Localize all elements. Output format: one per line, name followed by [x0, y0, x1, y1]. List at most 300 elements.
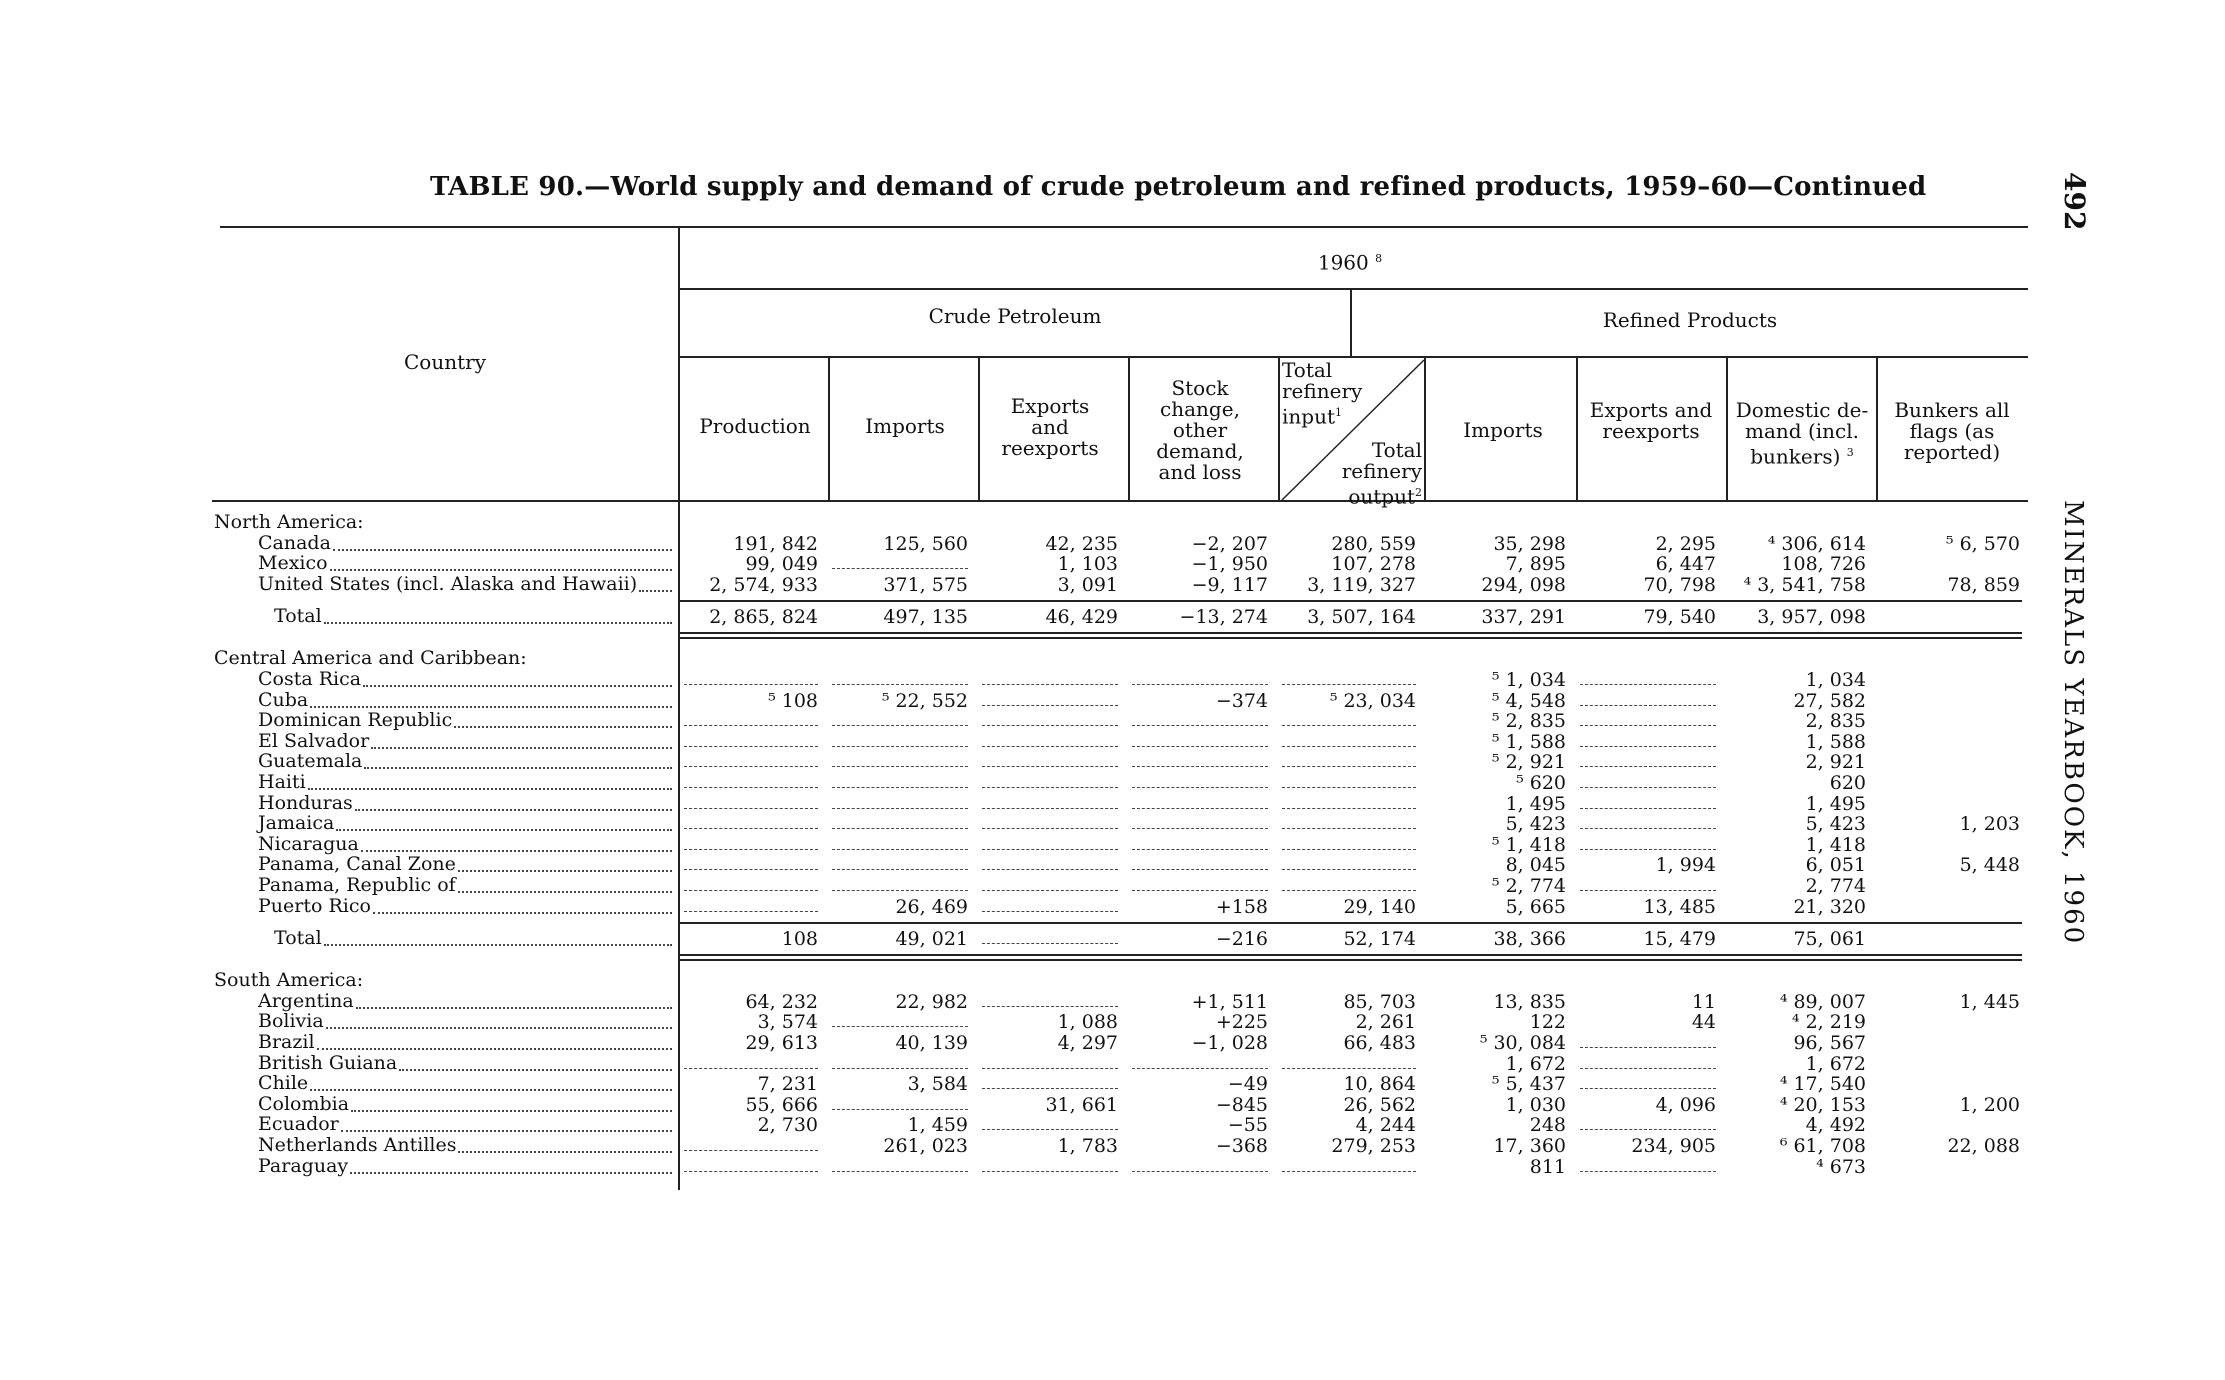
table-cell: +158 [1215, 895, 1268, 918]
empty-cell-dash [832, 1109, 968, 1110]
table-cell: ⁵ 22, 552 [881, 689, 968, 712]
header-crude-petroleum: Crude Petroleum [928, 304, 1102, 328]
table-cell: 26, 469 [895, 895, 968, 918]
table-cell: 2, 774 [1805, 875, 1866, 897]
total-label: Total [274, 927, 322, 950]
table-cell: −13, 274 [1179, 606, 1268, 629]
empty-cell-dash [1580, 725, 1716, 726]
empty-cell-dash [1132, 808, 1268, 809]
empty-cell-dash [832, 849, 968, 850]
country-name: Paraguay [258, 1154, 349, 1177]
empty-cell-dash [1282, 849, 1416, 850]
table-cell: ⁵ 1, 588 [1491, 730, 1566, 753]
empty-cell-dash [684, 1171, 818, 1172]
empty-cell-dash [1282, 1068, 1416, 1069]
empty-cell-dash [684, 766, 818, 767]
col-divider [1726, 356, 1728, 502]
table-cell: ⁵ 5, 437 [1491, 1073, 1566, 1096]
table-cell: 22, 088 [1947, 1135, 2020, 1157]
leader-dots [399, 1069, 672, 1071]
table-cell: 1, 103 [1057, 553, 1118, 576]
table-cell: 1, 672 [1805, 1052, 1866, 1075]
header-domestic-demand-note: 3 [1846, 446, 1854, 459]
country-name: Panama, Republic of [258, 874, 456, 896]
table-cell: ⁴ 89, 007 [1779, 990, 1866, 1013]
header-year [1300, 248, 1400, 274]
table-cell: 70, 798 [1643, 573, 1716, 596]
empty-cell-dash [982, 1006, 1118, 1007]
empty-cell-dash [982, 869, 1118, 870]
leader-dots [458, 870, 672, 872]
table-cell: 1, 672 [1505, 1052, 1566, 1075]
table-cell: 3, 119, 327 [1307, 573, 1416, 596]
table-cell: 1, 588 [1805, 730, 1866, 753]
year-rule [680, 288, 2028, 290]
country-name: Guatemala [258, 750, 363, 773]
empty-cell-dash [832, 568, 968, 569]
header-refinery-input-note: 1 [1335, 406, 1342, 419]
empty-cell-dash [1282, 1171, 1416, 1172]
col-divider [1128, 356, 1130, 502]
empty-cell-dash [1580, 828, 1716, 829]
header-refinery-output-note: 2 [1415, 486, 1422, 499]
empty-cell-dash [684, 1068, 818, 1069]
empty-cell-dash [1132, 684, 1268, 685]
header-year-text: 1960 [1317, 250, 1369, 275]
leader-dots [351, 1110, 672, 1112]
table-cell: 108 [781, 928, 818, 951]
empty-cell-dash [1132, 1068, 1268, 1069]
table-title: TABLE 90.—World supply and demand of crude petroleum and refined products, 1959–60—Continued [430, 172, 1927, 202]
table-cell: 17, 360 [1493, 1135, 1566, 1157]
empty-cell-dash [1580, 890, 1716, 891]
header-refined-products: Refined Products [1602, 308, 1778, 332]
leader-dots [333, 549, 672, 551]
table-cell: 337, 291 [1481, 606, 1566, 629]
leader-dots [371, 747, 672, 749]
empty-cell-dash [684, 911, 818, 912]
empty-cell-dash [1580, 787, 1716, 788]
empty-cell-dash [1132, 1171, 1268, 1172]
table-cell: −845 [1215, 1093, 1268, 1116]
running-head: MINERALS YEARBOOK, 1960 [2058, 500, 2088, 946]
empty-cell-dash [832, 1026, 968, 1027]
empty-cell-dash [832, 1171, 968, 1172]
leader-dots [324, 622, 672, 624]
table-cell: 1, 034 [1805, 669, 1866, 691]
table-cell: −374 [1215, 689, 1268, 712]
table-cell: 2, 921 [1805, 751, 1866, 774]
header-crude-imports: Imports [865, 414, 945, 438]
table-cell: 29, 613 [745, 1032, 818, 1054]
table-cell: ⁵ 2, 921 [1491, 751, 1566, 774]
table-cell: 371, 575 [883, 573, 968, 596]
leader-dots [310, 1089, 672, 1091]
table-cell: ⁵ 30, 084 [1479, 1032, 1566, 1054]
empty-cell-dash [982, 787, 1118, 788]
empty-cell-dash [1282, 869, 1416, 870]
empty-cell-dash [1580, 1088, 1716, 1089]
country-name: Costa Rica [258, 668, 362, 690]
empty-cell-dash [832, 890, 968, 891]
country-name: Nicaragua [258, 832, 359, 855]
table-cell: 55, 666 [745, 1093, 818, 1116]
table-cell: 5, 448 [1959, 854, 2020, 877]
table-cell: 96, 567 [1793, 1032, 1866, 1054]
table-cell: 4, 297 [1057, 1032, 1118, 1054]
country-name: Puerto Rico [258, 894, 371, 917]
table-cell: 1, 495 [1805, 792, 1866, 815]
header-domestic-demand-text: Domestic de- mand (incl. bunkers) [1735, 398, 1869, 469]
header-refined-exports: Exports and reexports [1589, 398, 1713, 443]
empty-cell-dash [684, 828, 818, 829]
table-cell: 8, 045 [1505, 854, 1566, 877]
table-cell: 79, 540 [1643, 606, 1716, 629]
leader-dots [355, 809, 672, 811]
total-bottom-rule [680, 959, 2022, 961]
empty-cell-dash [832, 869, 968, 870]
table-cell: ⁵ 2, 835 [1491, 710, 1566, 733]
table-cell: 78, 859 [1947, 573, 2020, 596]
table-cell: −49 [1227, 1073, 1268, 1096]
empty-cell-dash [1132, 766, 1268, 767]
table-cell: ⁵ 6, 570 [1945, 532, 2020, 555]
empty-cell-dash [982, 1088, 1118, 1089]
total-label: Total [274, 605, 322, 628]
country-name: Dominican Republic [258, 709, 453, 732]
table-cell: 3, 574 [757, 1011, 818, 1034]
table-cell: 4, 492 [1805, 1114, 1866, 1137]
country-name: Panama, Canal Zone [258, 853, 456, 876]
empty-cell-dash [1282, 808, 1416, 809]
col-divider [1576, 356, 1578, 502]
empty-cell-dash [684, 684, 818, 685]
table-cell: 3, 507, 164 [1307, 606, 1416, 629]
table-cell: 191, 842 [733, 532, 818, 555]
leader-dots [330, 569, 672, 571]
group-divider [1350, 290, 1352, 358]
table-cell: 1, 445 [1959, 990, 2020, 1013]
empty-cell-dash [1282, 725, 1416, 726]
table-cell: 66, 483 [1343, 1032, 1416, 1054]
table-cell: ⁴ 2, 219 [1791, 1011, 1866, 1034]
table-cell: 31, 661 [1045, 1093, 1118, 1116]
header-refinery-output-text: Total refinery output [1341, 438, 1422, 509]
table-cell: 52, 174 [1343, 928, 1416, 951]
empty-cell-dash [832, 808, 968, 809]
table-cell: ⁵ 4, 548 [1491, 689, 1566, 712]
table-cell: ⁴ 306, 614 [1767, 532, 1866, 555]
table-cell: 85, 703 [1343, 990, 1416, 1013]
empty-cell-dash [1282, 766, 1416, 767]
leader-dots [361, 850, 672, 852]
total-bottom-rule [680, 954, 2022, 956]
empty-cell-dash [832, 684, 968, 685]
empty-cell-dash [1282, 828, 1416, 829]
leader-dots [308, 788, 672, 790]
table-cell: ⁴ 3, 541, 758 [1743, 573, 1866, 596]
table-cell: −1, 950 [1191, 553, 1268, 576]
table-cell: 4, 096 [1655, 1093, 1716, 1116]
table-cell: 234, 905 [1631, 1135, 1716, 1157]
total-bottom-rule [680, 637, 2022, 639]
empty-cell-dash [1132, 869, 1268, 870]
table-cell: 294, 098 [1481, 573, 1566, 596]
table-cell: 3, 584 [907, 1073, 968, 1096]
header-refinery-output [1340, 440, 1422, 508]
empty-cell-dash [684, 1150, 818, 1151]
header-year-note: 8 [1375, 252, 1383, 265]
country-name: Ecuador [258, 1113, 339, 1136]
leader-dots [341, 1130, 672, 1132]
table-cell: 2, 865, 824 [709, 606, 818, 629]
top-rule [220, 226, 2028, 228]
empty-cell-dash [1580, 1171, 1716, 1172]
table-cell: 2, 730 [757, 1114, 818, 1137]
empty-cell-dash [1132, 890, 1268, 891]
empty-cell-dash [1132, 725, 1268, 726]
country-name: Haiti [258, 771, 306, 793]
empty-cell-dash [982, 943, 1118, 944]
table-cell: 108, 726 [1781, 553, 1866, 576]
table-cell: +225 [1215, 1011, 1268, 1034]
empty-cell-dash [982, 828, 1118, 829]
table-cell: 75, 061 [1793, 928, 1866, 951]
empty-cell-dash [1580, 1047, 1716, 1048]
country-name: United States (incl. Alaska and Hawaii) [258, 572, 638, 595]
leader-dots [310, 706, 672, 708]
header-country: Country [403, 350, 486, 374]
header-refined-imports: Imports [1463, 418, 1543, 442]
table-cell: 1, 783 [1057, 1135, 1118, 1157]
table-cell: −2, 207 [1191, 532, 1268, 555]
empty-cell-dash [1580, 684, 1716, 685]
header-bunkers: Bunkers all flags (as reported) [1894, 398, 2010, 464]
empty-cell-dash [684, 746, 818, 747]
empty-cell-dash [1132, 828, 1268, 829]
table-cell: 13, 485 [1643, 895, 1716, 918]
empty-cell-dash [1282, 787, 1416, 788]
empty-cell-dash [982, 684, 1118, 685]
table-cell: 29, 140 [1343, 895, 1416, 918]
table-cell: ⁵ 108 [768, 689, 818, 712]
table-cell: ⁶ 61, 708 [1779, 1135, 1866, 1157]
empty-cell-dash [832, 787, 968, 788]
table-cell: +1, 511 [1191, 990, 1268, 1013]
total-top-rule [680, 922, 2022, 924]
empty-cell-dash [832, 725, 968, 726]
leader-dots [317, 1048, 672, 1050]
table-cell: ⁵ 620 [1516, 772, 1566, 794]
leader-dots [458, 891, 672, 893]
table-cell: ⁵ 23, 034 [1329, 689, 1416, 712]
country-name: Honduras [258, 791, 353, 814]
empty-cell-dash [982, 911, 1118, 912]
empty-cell-dash [684, 869, 818, 870]
empty-cell-dash [832, 766, 968, 767]
country-name: British Guiana [258, 1051, 398, 1074]
header-stock-change: Stock change, other demand, and loss [1156, 376, 1244, 484]
country-name: Brazil [258, 1031, 315, 1053]
col-divider [978, 356, 980, 502]
table-cell: 1, 203 [1959, 813, 2020, 836]
table-cell: 4, 244 [1355, 1114, 1416, 1137]
header-refinery-input [1282, 360, 1362, 428]
table-cell: 27, 582 [1793, 689, 1866, 712]
table-cell: 811 [1529, 1155, 1566, 1178]
table-cell: 2, 835 [1805, 710, 1866, 733]
table-cell: 10, 864 [1343, 1073, 1416, 1096]
empty-cell-dash [982, 808, 1118, 809]
empty-cell-dash [684, 849, 818, 850]
country-name: Chile [258, 1072, 309, 1095]
table-cell: 5, 665 [1505, 895, 1566, 918]
table-cell: 248 [1529, 1114, 1566, 1137]
leader-dots [336, 829, 672, 831]
table-cell: 40, 139 [895, 1032, 968, 1054]
leader-dots [324, 944, 672, 946]
leader-dots [454, 726, 672, 728]
table-cell: 122 [1529, 1011, 1566, 1034]
header-refinery-input-text: Total refinery input [1282, 358, 1363, 429]
table-cell: 38, 366 [1493, 928, 1566, 951]
table-cell: 13, 835 [1493, 990, 1566, 1013]
empty-cell-dash [832, 828, 968, 829]
table-cell: ⁴ 20, 153 [1779, 1093, 1866, 1116]
table-cell: 2, 574, 933 [709, 573, 818, 596]
table-cell: 46, 429 [1045, 606, 1118, 629]
table-cell: 1, 495 [1505, 792, 1566, 815]
empty-cell-dash [684, 787, 818, 788]
empty-cell-dash [982, 1068, 1118, 1069]
header-crude-exports: Exports and reexports [1001, 394, 1099, 460]
empty-cell-dash [1580, 766, 1716, 767]
col-divider [828, 356, 830, 502]
empty-cell-dash [982, 1129, 1118, 1130]
table-cell: 64, 232 [745, 990, 818, 1013]
empty-cell-dash [1132, 746, 1268, 747]
leader-dots [639, 590, 672, 592]
table-cell: 620 [1829, 772, 1866, 794]
empty-cell-dash [1580, 808, 1716, 809]
table-cell: 35, 298 [1493, 532, 1566, 555]
table-cell: 5, 423 [1505, 813, 1566, 836]
table-cell: 497, 135 [883, 606, 968, 629]
empty-cell-dash [1580, 746, 1716, 747]
empty-cell-dash [982, 766, 1118, 767]
table-cell: −55 [1227, 1114, 1268, 1137]
empty-cell-dash [982, 746, 1118, 747]
table-cell: 6, 447 [1655, 553, 1716, 576]
country-name: Bolivia [258, 1010, 324, 1033]
table-cell: 21, 320 [1793, 895, 1866, 918]
leader-dots [350, 1172, 672, 1174]
empty-cell-dash [1580, 1129, 1716, 1130]
table-cell: ⁴ 673 [1816, 1155, 1866, 1178]
empty-cell-dash [684, 725, 818, 726]
section-heading: North America: [214, 511, 364, 533]
table-cell: 6, 051 [1805, 854, 1866, 877]
table-cell: 44 [1691, 1011, 1716, 1034]
leader-dots [356, 1007, 672, 1009]
table-cell: 7, 895 [1505, 553, 1566, 576]
empty-cell-dash [1132, 787, 1268, 788]
table-cell: 26, 562 [1343, 1093, 1416, 1116]
table-cell: ⁵ 2, 774 [1491, 875, 1566, 897]
table-cell: ⁵ 1, 418 [1491, 833, 1566, 856]
empty-cell-dash [1580, 1068, 1716, 1069]
table-cell: 1, 459 [907, 1114, 968, 1137]
empty-cell-dash [1282, 746, 1416, 747]
table-cell: 3, 091 [1057, 573, 1118, 596]
empty-cell-dash [1132, 849, 1268, 850]
leader-dots [373, 912, 672, 914]
table-cell: −9, 117 [1191, 573, 1268, 596]
country-name: Jamaica [258, 812, 335, 835]
col-divider [1876, 356, 1878, 502]
empty-cell-dash [1580, 705, 1716, 706]
empty-cell-dash [982, 890, 1118, 891]
table-cell: 42, 235 [1045, 532, 1118, 555]
leader-dots [363, 685, 672, 687]
empty-cell-dash [684, 890, 818, 891]
country-name: Mexico [258, 552, 328, 575]
empty-cell-dash [1580, 849, 1716, 850]
total-bottom-rule [680, 632, 2022, 634]
table-cell: 125, 560 [883, 532, 968, 555]
country-name: Netherlands Antilles [258, 1134, 457, 1156]
empty-cell-dash [684, 808, 818, 809]
leader-dots [458, 1151, 672, 1153]
table-cell: −1, 028 [1191, 1032, 1268, 1054]
table-cell: 1, 994 [1655, 854, 1716, 877]
table-cell: 261, 023 [883, 1135, 968, 1157]
table-cell: 279, 253 [1331, 1135, 1416, 1157]
header-bottom-rule [212, 500, 2028, 502]
section-heading: Central America and Caribbean: [214, 647, 527, 670]
country-name: El Salvador [258, 729, 370, 752]
empty-cell-dash [982, 849, 1118, 850]
table-cell: 7, 231 [757, 1073, 818, 1096]
country-name: Argentina [258, 989, 354, 1012]
header-domestic-demand [1732, 400, 1872, 468]
table-cell: 1, 200 [1959, 1093, 2020, 1116]
country-name: Canada [258, 531, 331, 554]
table-cell: 5, 423 [1805, 813, 1866, 836]
table-cell: 3, 957, 098 [1757, 606, 1866, 629]
table-cell: 22, 982 [895, 990, 968, 1013]
table-cell: ⁵ 1, 034 [1491, 669, 1566, 691]
table-cell: 11 [1691, 990, 1716, 1013]
country-divider [678, 228, 680, 1190]
empty-cell-dash [982, 705, 1118, 706]
empty-cell-dash [1282, 684, 1416, 685]
empty-cell-dash [1282, 890, 1416, 891]
leader-dots [326, 1027, 672, 1029]
page-number: 492 [2058, 172, 2091, 231]
table-cell: 1, 418 [1805, 833, 1866, 856]
empty-cell-dash [982, 725, 1118, 726]
header-production: Production [699, 414, 811, 438]
table-cell: 1, 030 [1505, 1093, 1566, 1116]
table-cell: 49, 021 [895, 928, 968, 951]
table-cell: 280, 559 [1331, 532, 1416, 555]
country-name: Colombia [258, 1092, 350, 1115]
table-cell: 2, 295 [1655, 532, 1716, 555]
table-cell: 2, 261 [1355, 1011, 1416, 1034]
empty-cell-dash [982, 1171, 1118, 1172]
total-top-rule [680, 600, 2022, 602]
